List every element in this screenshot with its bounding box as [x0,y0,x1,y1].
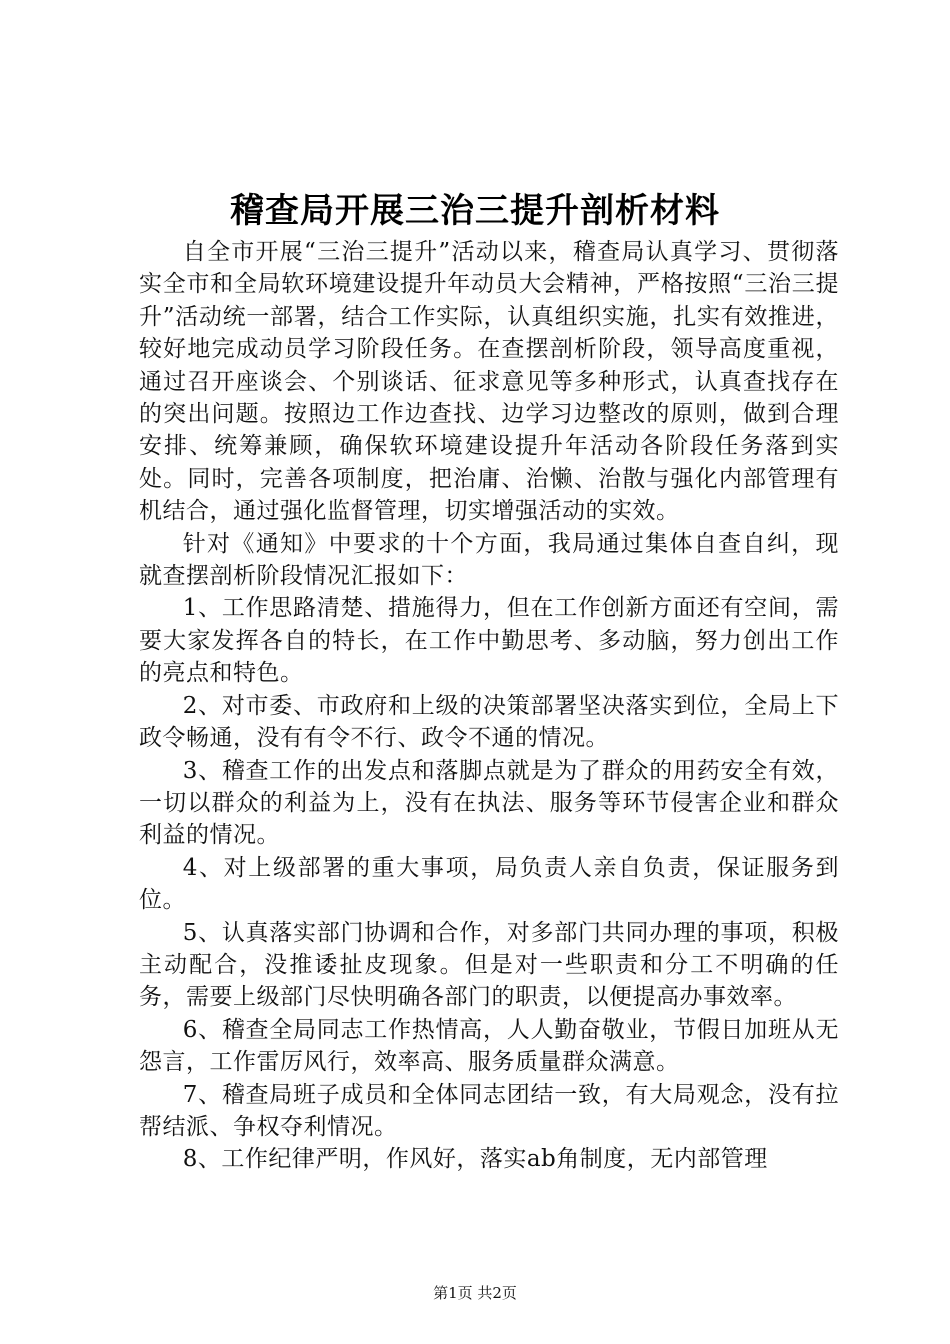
list-item: 3、稽查工作的出发点和落脚点就是为了群众的用药安全有效，一切以群众的利益为上，没有在执法、服务等环节侵害企业和群众利益的情况。 [139,757,839,849]
list-item: 4、对上级部署的重大事项，局负责人亲自负责，保证服务到位。 [139,854,839,914]
body-paragraph: 针对《通知》中要求的十个方面，我局通过集体自查自纠，现就查摆剖析阶段情况汇报如下： [139,530,839,590]
list-item: 2、对市委、市政府和上级的决策部署坚决落实到位，全局上下政令畅通，没有有令不行、政令不通的情况。 [139,692,839,752]
page-footer: 第1页 共2页 [433,1284,517,1302]
list-item: 5、认真落实部门协调和合作，对多部门共同办理的事项，积极主动配合，没推诿扯皮现象。但是对一些职责和分工不明确的任务，需要上级部门尽快明确各部门的职责，以便提高办事效率。 [139,919,839,1011]
list-item: 1、工作思路清楚、措施得力，但在工作创新方面还有空间，需要大家发挥各自的特长，在工作中勤思考、多动脑，努力创出工作的亮点和特色。 [139,595,839,687]
list-item: 8、工作纪律严明，作风好，落实ab角制度，无内部管理 [182,1146,768,1173]
body-paragraph: 自全市开展“三治三提升”活动以来，稽查局认真学习、贯彻落实全市和全局软环境建设提升年动员大会精神，严格按照“三治三提升”活动统一部署，结合工作实际，认真组织实施，扎实有效推进，较好地完成动员学习阶段任务。在查摆剖析阶段，领导高度重视，通过召开座谈会、个别谈话、征求意见等多种形式，认真查找存在的突出问题。按照边工作边查找、边学习边整改的原则，做到合理安排、统筹兼顾，确保软环境建设提升年活动各阶段任务落到实处。同时，完善各项制度，把治庸、治懒、治散与强化内部管理有机结合，通过强化监督管理，切实增强活动的实效。 [139,239,839,525]
list-item: 7、稽查局班子成员和全体同志团结一致，有大局观念，没有拉帮结派、争权夺利情况。 [139,1081,839,1140]
list-item: 6、稽查全局同志工作热情高，人人勤奋敬业，节假日加班从无怨言，工作雷厉风行，效率高、服务质量群众满意。 [139,1016,839,1076]
document-title: 稽查局开展三治三提升剖析材料 [230,191,720,231]
document-body [139,236,839,1176]
